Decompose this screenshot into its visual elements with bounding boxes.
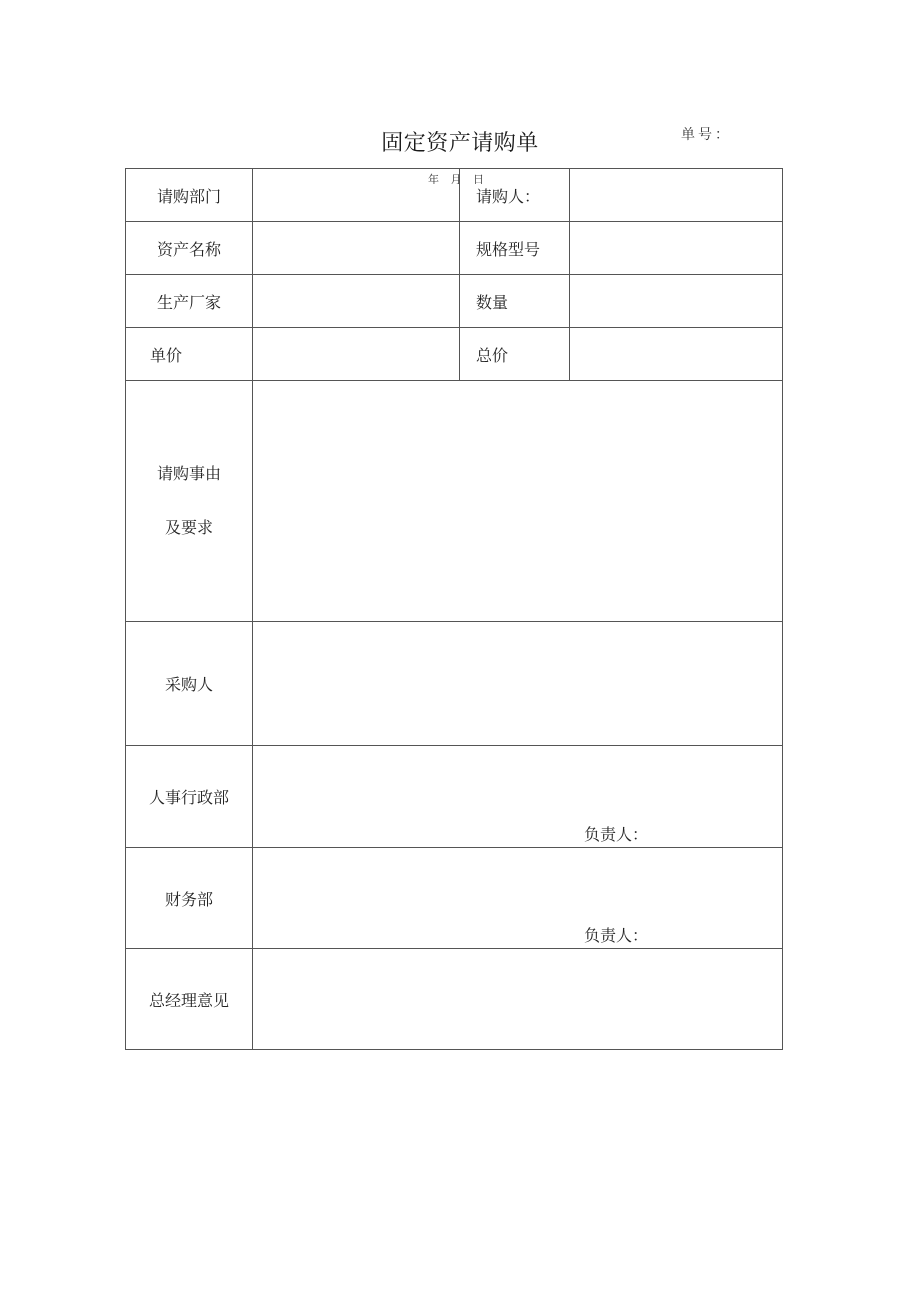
form-row-department bbox=[126, 169, 783, 222]
finance-field[interactable] bbox=[253, 848, 783, 949]
purchaser-field[interactable] bbox=[253, 622, 783, 746]
requester-label: 请购人： bbox=[460, 169, 570, 222]
department-field[interactable] bbox=[253, 169, 460, 222]
form-row-purchaser bbox=[126, 622, 783, 746]
quantity-field[interactable] bbox=[570, 275, 783, 328]
form-row-reason bbox=[126, 381, 783, 622]
form-row-price bbox=[126, 328, 783, 381]
form-row-gm-opinion bbox=[126, 949, 783, 1050]
form-row-finance bbox=[126, 848, 783, 949]
asset-name-field[interactable] bbox=[253, 222, 460, 275]
total-price-field[interactable] bbox=[570, 328, 783, 381]
unit-price-field[interactable] bbox=[253, 328, 460, 381]
hr-admin-label: 人事行政部 bbox=[126, 746, 253, 848]
total-price-label: 总价 bbox=[460, 328, 570, 381]
gm-opinion-label: 总经理意见 bbox=[126, 949, 253, 1050]
purchase-request-form bbox=[125, 168, 783, 1050]
manufacturer-label: 生产厂家 bbox=[126, 275, 253, 328]
finance-sign-area bbox=[253, 848, 782, 948]
page-title: 固定资产请购单 bbox=[381, 131, 539, 156]
reason-label-line2: 及要求 bbox=[164, 518, 213, 537]
finance-signer-label: 负责人： bbox=[584, 926, 649, 945]
hr-admin-signer-label: 负责人： bbox=[584, 825, 649, 844]
spec-model-label: 规格型号 bbox=[460, 222, 570, 275]
finance-label: 财务部 bbox=[126, 848, 253, 949]
order-number-label: 单号： bbox=[681, 127, 732, 143]
date-label: 年 月 日 bbox=[428, 173, 488, 184]
purchaser-label: 采购人 bbox=[126, 622, 253, 746]
spec-model-field[interactable] bbox=[570, 222, 783, 275]
gm-opinion-field[interactable] bbox=[253, 949, 783, 1050]
unit-price-label: 单价 bbox=[126, 328, 253, 381]
reason-field[interactable] bbox=[253, 381, 783, 622]
hr-admin-sign-area bbox=[253, 746, 782, 847]
reason-label-line1: 请购事由 bbox=[156, 464, 221, 483]
form-row-manufacturer bbox=[126, 275, 783, 328]
form-row-hr-admin bbox=[126, 746, 783, 848]
manufacturer-field[interactable] bbox=[253, 275, 460, 328]
form-row-asset-name bbox=[126, 222, 783, 275]
reason-label bbox=[126, 381, 253, 622]
department-label: 请购部门 bbox=[126, 169, 253, 222]
quantity-label: 数量 bbox=[460, 275, 570, 328]
requester-field[interactable] bbox=[570, 169, 783, 222]
hr-admin-field[interactable] bbox=[253, 746, 783, 848]
asset-name-label: 资产名称 bbox=[126, 222, 253, 275]
